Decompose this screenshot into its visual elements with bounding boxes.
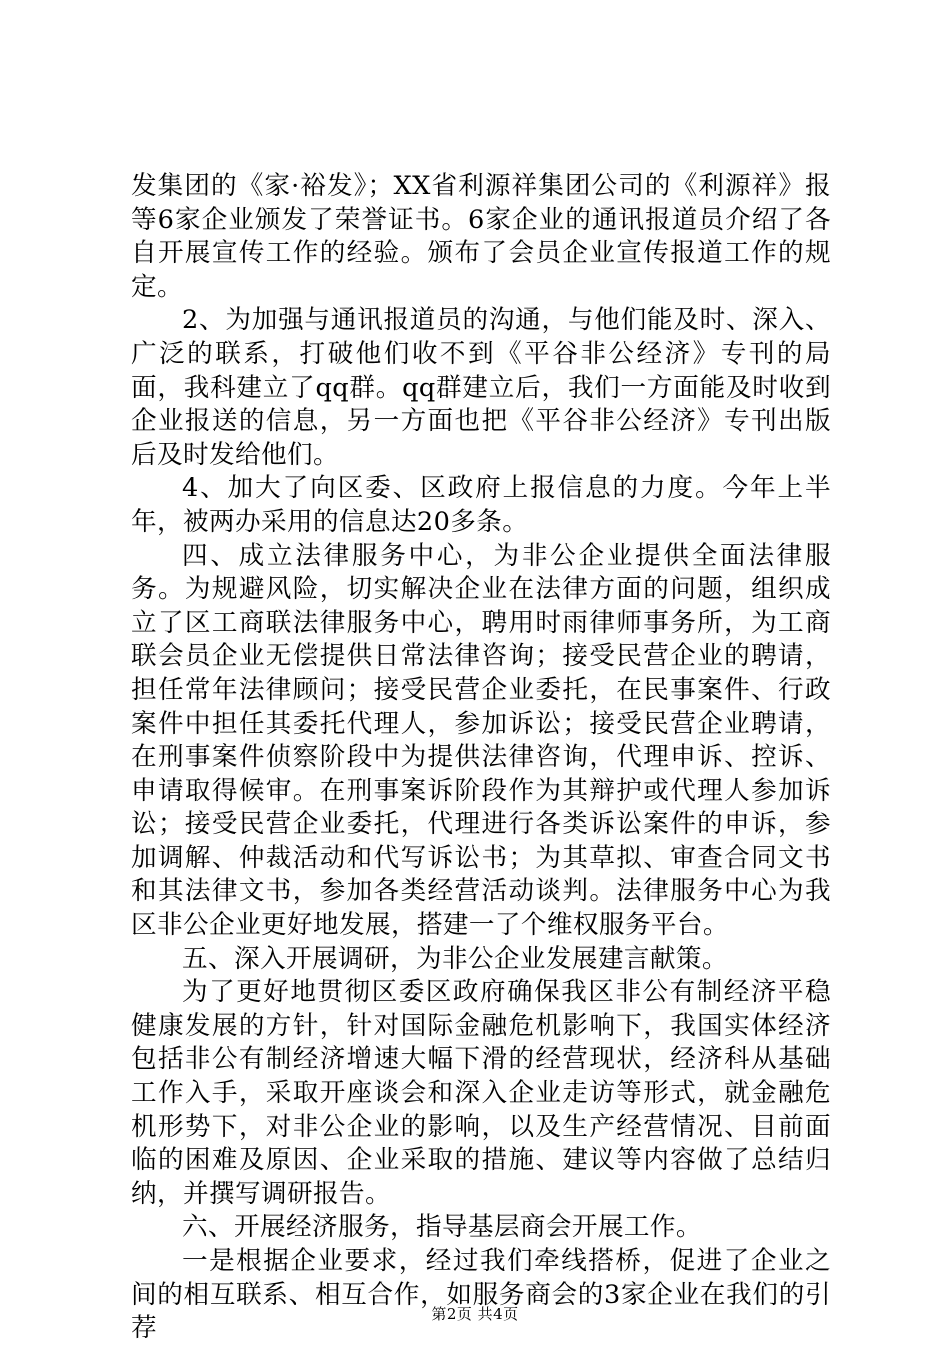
paragraph: 2、为加强与通讯报道员的沟通，与他们能及时、深入、广泛的联系，打破他们收不到《平谷非公经济》专刊的局面，我科建立了qq群。qq群建立后，我们一方面能及时收到企业报送的信息，另一方面也把《平谷非公经济》专刊出版后及时发给他们。 bbox=[131, 305, 831, 470]
paragraph: 五、深入开展调研，为非公企业发展建言献策。 bbox=[182, 943, 728, 974]
paragraph: 发集团的《家·裕发》；XX省利源祥集团公司的《利源祥》报等6家企业颁发了荣誉证书。6家企业的通讯报道员介绍了各自开展宣传工作的经验。颁布了会员企业宣传报道工作的规定。 bbox=[131, 171, 831, 302]
paragraph: 为了更好地贯彻区委区政府确保我区非公有制经济平稳健康发展的方针，针对国际金融危机影响下，我国实体经济包括非公有制经济增速大幅下滑的经营现状，经济科从基础工作入手，采取开座谈会和深入企业走访等形式，就金融危机形势下，对非公企业的影响，以及生产经营情况、目前面临的困难及原因、企业采取的措施、建议等内容做了总结归纳，并撰写调研报告。 bbox=[131, 977, 831, 1209]
paragraph: 一是根据企业要求，经过我们牵线搭桥，促进了企业之间的相互联系、相互合作，如服务商会的3家企业在我们的引荐 bbox=[131, 1246, 831, 1344]
paragraph: 六、开展经济服务，指导基层商会开展工作。 bbox=[182, 1212, 702, 1243]
document-body bbox=[131, 170, 831, 1346]
paragraph: 4、加大了向区委、区政府上报信息的力度。今年上半年，被两办采用的信息达20多条。 bbox=[131, 473, 831, 537]
page-footer: 第2页 共4页 bbox=[431, 1305, 519, 1323]
paragraph: 四、成立法律服务中心，为非公企业提供全面法律服务。为规避风险，切实解决企业在法律方面的问题，组织成立了区工商联法律服务中心，聘用时雨律师事务所，为工商联会员企业无偿提供日常法律咨询；接受民营企业的聘请，担任常年法律顾问；接受民营企业委托，在民事案件、行政案件中担任其委托代理人，参加诉讼；接受民营企业聘请，在刑事案件侦察阶段中为提供法律咨询，代理申诉、控诉、申请取得候审。在刑事案诉阶段作为其辩护或代理人参加诉讼；接受民营企业委托，代理进行各类诉讼案件的申诉，参加调解、仲裁活动和代写诉讼书；为其草拟、审查合同文书和其法律文书，参加各类经营活动谈判。法律服务中心为我区非公企业更好地发展，搭建一了个维权服务平台。 bbox=[131, 540, 831, 941]
